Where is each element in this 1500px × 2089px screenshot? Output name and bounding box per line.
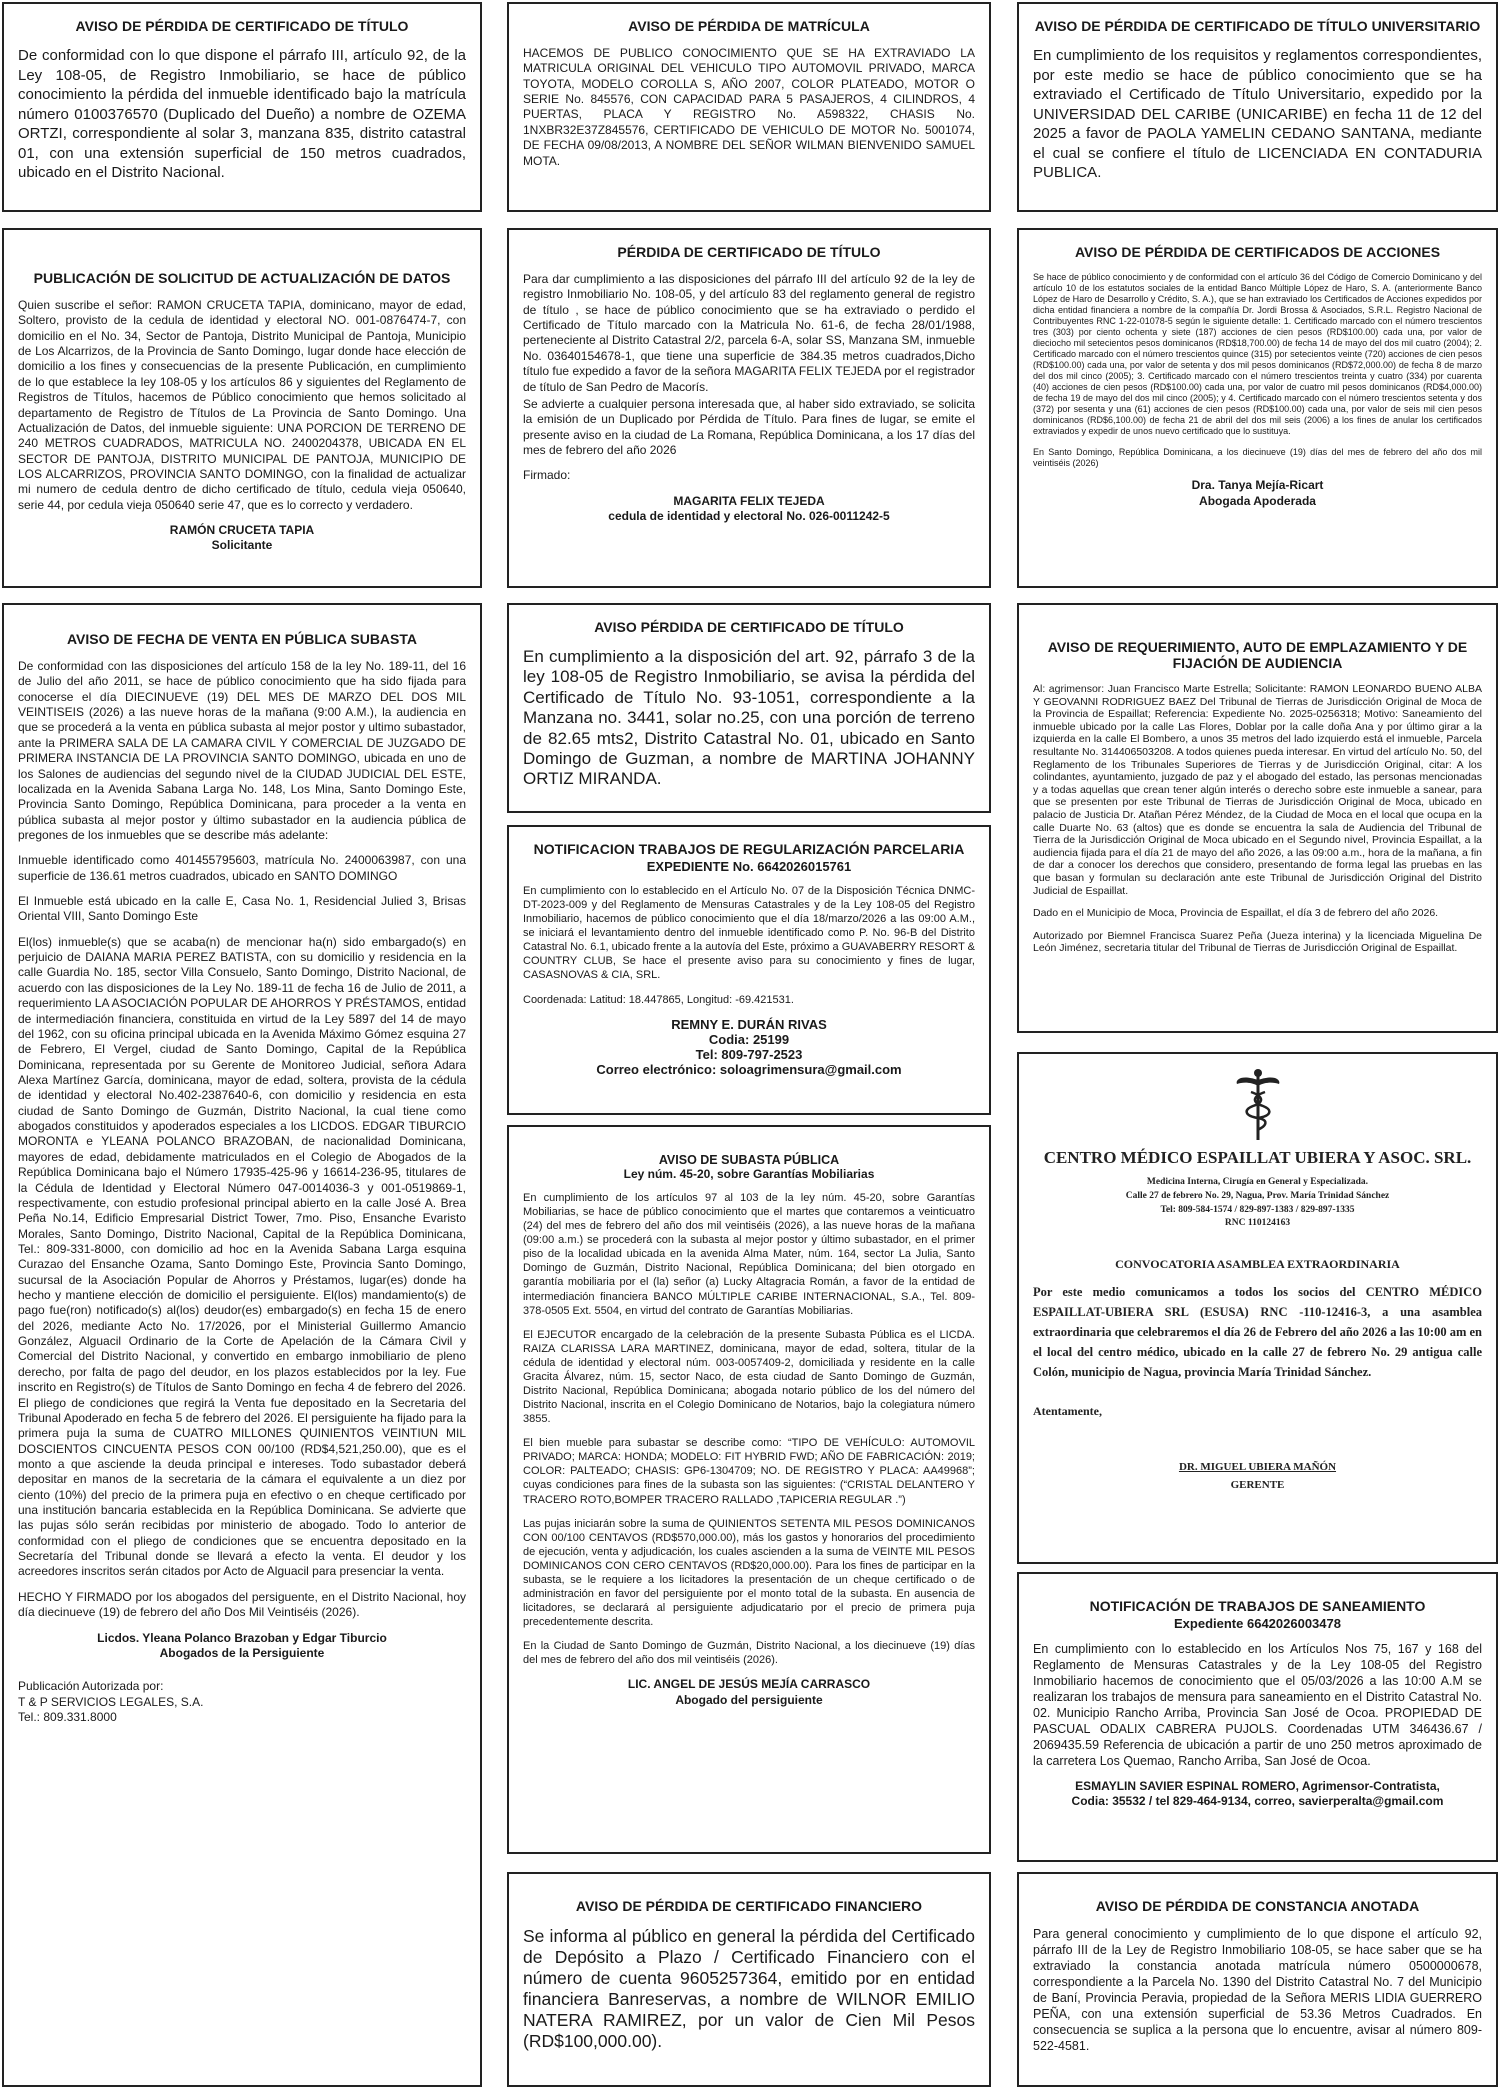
notice-medical-center-assembly bbox=[1017, 1052, 1498, 1564]
notice-body: Al: agrimensor: Juan Francisco Marte Estrella; Solicitante: RAMON LEONARDO BUENO ALBA Y GEOVANNI RODRIGUEZ BAEZ Del Tribunal de Tierras de Jurisdicción Original de Moca de la Provincia de Espaillat; Referencia: Expediente No. 2025-0256318; Motivo: Saneamiento del inmueble ubicado por la calle Las Flores, Doblar por la calle doña Ana y por último girar a la izquierda en la calle El Bombero, a unos 35 metros del lado izquierdo está el inmueble, Parcela resultante No. 314406503208. A todos quienes pueda interesar. En virtud del artículo No. 50, del Reglamento de los Tribunales Superiores de Tierras y de Jurisdicción Original, citar: A los colindantes, ayuntamiento, juzgado de paz y el abogado del estado, las personas mencionadas y a todas aquellas que crean tener algún interés o derecho sobre este inmueble a sanear, para que se presenten por este Tribunal de Tierras de Jurisdicción Original de Moca, ubicado en palacio de Justicia Dr. Atañan Pérez Méndez, de la Ciudad de Moca en el local que ocupa en la calle Duarte No. 63 (altos) que es donde se encuentra la sala de Audiencia del Tribunal de Tierra de la Jurisdicción Original de Moca ubicado en el Segundo nivel, Provincia Espaillat, a la audiencia fijada para el día 21 de mayo del año 2026, a las 09:00 a.m., hora de la mañana, a fin de dar a conocer los derechos que considero, presentando de forma legal las pruebas en las que basan y formulan su declaración ante este Tribunal de Jurisdicción Original del Distrito Judicial de Espaillat. bbox=[1033, 683, 1482, 897]
notice-paragraph: El bien mueble para subastar se describe como: “TIPO DE VEHÍCULO: AUTOMOVIL PRIVADO; MARCA: HONDA; MODELO: FIT HYBRID FWD; AÑO DE FABRICACIÓN: 2019; COLOR: PALTEADO; CHASIS: GP6-1304709; NO. DE REGISTRO Y PLACA: AA49968”; cuyas condiciones para fines de la subasta son las siguientes: (“CRISTAL DELANTERO Y TRACERO ROTO,BOMPER TRACERO RALLADO ,TAPICERIA REGULAR .”) bbox=[523, 1437, 975, 1506]
notice-heading: AVISO DE FECHA DE VENTA EN PÚBLICA SUBASTA bbox=[66, 631, 418, 647]
clinic-rnc: RNC 110124163 bbox=[1224, 1218, 1291, 1229]
notice-heading: PUBLICACIÓN DE SOLICITUD DE ACTUALIZACIÓN DE DATOS bbox=[33, 270, 451, 286]
clinic-address: Calle 27 de febrero No. 29, Nagua, Prov. María Trinidad Sánchez bbox=[1125, 1190, 1390, 1201]
clinic-specialties: Medicina Interna, Cirugía en General y Especializada. bbox=[1146, 1177, 1369, 1187]
notice-signature: MAGARITA FELIX TEJEDA cedula de identidad y electoral No. 026-0011242-5 bbox=[608, 493, 890, 524]
signer-name: DR. MIGUEL UBIERA MAÑÓN bbox=[1178, 1461, 1337, 1474]
notice-coordinates: Coordenada: Latitud: 18.447865, Longitud: -69.421531. bbox=[523, 993, 794, 1006]
notice-certificate-loss-felix bbox=[507, 228, 991, 588]
notice-heading: AVISO DE PÉRDIDA DE CERTIFICADOS DE ACCIONES bbox=[1074, 244, 1441, 260]
notice-data-update-request bbox=[2, 228, 482, 588]
notice-body-secondary: Se advierte a cualquier persona interesada que, al haber sido extraviado, se solicita la emisión de un Duplicado por Pérdida de Título. Para fines de lugar, se emite el presente aviso en la ciudad de La Romana, República Dominicana, a los 17 días del mes de febrero del año 2026 bbox=[523, 396, 975, 457]
notice-heading: AVISO DE PÉRDIDA DE CERTIFICADO DE TÍTULO bbox=[75, 18, 409, 34]
notice-signature: ESMAYLIN SAVIER ESPINAL ROMERO, Agrimensor-Contratista, Codia: 35532 / tel 829-464-9134, correo, savierperalta@gmail.com bbox=[1071, 1779, 1444, 1809]
notice-body: Para dar cumplimiento a las disposiciones del párrafo III del artículo 92 de la ley de registro Inmobiliario No. 108-05, y del artículo 83 del reglamento general de registro de título , se hace de público conocimiento que se ha extraviado o perdido el Certificado de Título marcado con la Matricula No. 61-6, de fecha 28/01/1988, perteneciente al Distrito Catastral 2/2, parcela 6-A, solar SS, Manzana SM, inmueble No. 03640154678-1, que tiene una superficie de 384.35 metros cuadrados,Dicho título fue expedido a favor de la señora MAGARITA FELIX TEJEDA por el registrador de título de San Pedro de Macorís. bbox=[523, 272, 975, 394]
assembly-signer bbox=[1033, 1459, 1482, 1494]
notice-heading: PÉRDIDA DE CERTIFICADO DE TÍTULO bbox=[617, 244, 881, 260]
assembly-heading: CONVOCATORIA ASAMBLEA EXTRAORDINARIA bbox=[1115, 1257, 1400, 1272]
notice-body: HACEMOS DE PUBLICO CONOCIMIENTO QUE SE HA EXTRAVIADO LA MATRICULA ORIGINAL DEL VEHICULO TIPO AUTOMOVIL PRIVADO, MARCA TOYOTA, MODELO COROLLA S, AÑO 2007, COLOR PLATEADO, MOTOR O SERIE No. 845576, CON CAPACIDAD PARA 5 PASAJEROS, 4 CILINDROS, 4 PUERTAS, PLACA Y REGISTRO No. A598322, CHASIS No. 1NXBR32E37Z845576, CERTIFICADO DE VEHICULO DE MOTOR No. 5001074, DE FECHA 09/08/2013, A NOMBRE DEL SEÑOR WILMAN BIENVENIDO SAMUEL MOTA. bbox=[523, 46, 975, 168]
notice-body-secondary: En Santo Domingo, República Dominicana, a los diecinueve (19) días del mes de febrero del año dos mil veintiséis (2026) bbox=[1033, 446, 1482, 468]
notice-signature: REMNY E. DURÁN RIVAS Codia: 25199 Tel: 809-797-2523 Correo electrónico: soloagrimensura@gmail.com bbox=[596, 1016, 902, 1077]
notice-parcel-regularization bbox=[507, 825, 991, 1115]
notice-paragraph: El EJECUTOR encargado de la celebración de la presente Subasta Pública es el LICDA. RAIZA CLARISSA LARA MARTINEZ, dominicana, mayor de edad, soltera, titular de la cédula de identidad y electoral núm. 003-0057409-2, domiciliada y residente en la calle Gracita Álvarez, núm. 15, sector Naco, de esta ciudad de Santo Domingo de Guzmán, Distrito Nacional, República Dominicana; abogada notario público de los del número del Distrito Nacional, inscrita en el Colegio Dominicano de Notarios, bajo la colegiatura número 3855. bbox=[523, 1328, 975, 1426]
notice-paragraph: En cumplimiento de los artículos 97 al 103 de la ley núm. 45-20, sobre Garantías Mobiliarias, se hace de público conocimiento que el martes que contaremos a veinticuatro (24) del mes de febrero del año dos mil veintiséis (2026), a las nueve horas de la mañana (09:00 a.m.) se procederá con la subasta al mejor postor y último subastador, en el primer piso de la localidad ubicada en la avenida Alma Mater, núm. 164, sector La Julia, Santo Domingo de Guzmán, Distrito Nacional, República Dominicana; del bien otorgado en garantía mobiliaria por el (la) señor (a) Lucky Altagracia Román, a favor de la entidad de intermediación financiera BANCO MÚLTIPLE CARIBE INTERNACIONAL, S.A., Tel. 809-378-0505 Ext. 5504, en virtud del contrato de Garantías Mobiliarias. bbox=[523, 1192, 975, 1317]
notice-heading: AVISO DE PÉRDIDA DE CERTIFICADO DE TÍTULO UNIVERSITARIO bbox=[1034, 18, 1481, 34]
signer-role: GERENTE bbox=[1230, 1478, 1285, 1491]
notice-body: De conformidad con lo que dispone el párrafo III, artículo 92, de la Ley 108-05, de Registro Inmobiliario, se hace de público conocimiento la pérdida del inmueble identificado bajo la matrícula número 0100376570 (Duplicado del Dueño) a nombre de OZEMA ORTZI, correspondiente al solar 3, manzana 835, distrito catastral 01, con una extensión superficial de 150 metros cuadrados, ubicado en el Distrito Nacional. bbox=[18, 47, 466, 181]
notice-paragraph: Las pujas iniciarán sobre la suma de QUINIENTOS SETENTA MIL PESOS DOMINICANOS CON 00/100 CENTAVOS (RD$570,000.00), más los gastos y honorarios del procedimiento de ejecución, venta y adjudicación, los cuales ascienden a la suma de VEINTE MIL PESOS DOMINICANOS CON CERO CENTAVOS (RD$20,000.00). Para los fines de participar en la subasta, se le requiere a los licitadores la presentación de un cheque certificado o de administración en favor del persiguiente por el monto total de la subasta. En ausencia de licitadores, se declarará al persiguiente adjudicatario por el precio de primera puja precedentemente descrita. bbox=[523, 1517, 975, 1629]
notice-subheading: EXPEDIENTE No. 6642026015761 bbox=[646, 859, 852, 874]
assembly-closing: Atentamente, bbox=[1033, 1404, 1102, 1419]
caduceus-icon bbox=[1233, 1066, 1283, 1142]
notice-paragraph: Inmueble identificado como 401455795603, matrícula No. 2400063987, con una superficie de 136.61 metros cuadrados, ubicado en SANTO DOMINGO bbox=[18, 853, 466, 883]
notice-signature: LIC. ANGEL DE JESÚS MEJÍA CARRASCO Abogado del persiguiente bbox=[627, 1677, 871, 1707]
notice-body: Se hace de público conocimiento y de conformidad con el artículo 36 del Código de Comercio Dominicano y del artículo 10 de los estatutos sociales de la entidad Banco Múltiple López de Haro, S. A. (anteriormente Banco López de Haro de Desarrollo y Crédito, S. A.), que se han extraviado los Certificados de Acciones expedidos por dicha entidad financiera a nombre de la compañía Dr. Jordi Brossa & Asociados, S.R.L. Registro Nacional de Contribuyentes RNC 1-22-01078-5 según le siguiente detalle: 1. Certificado marcado con el número trescientos tres (303) por ciento ochenta y siete (187) acciones de cien pesos (RD$100.00) cada una, por valor de dieciocho mil setecientos pesos dominicanos (RD$18,700.00) de fecha 14 de mayo del dos mil cuatro (2004); 2. Certificado marcado con el número trescientos quince (315) por setecientos veinte (720) acciones de cien pesos (RD$100.00) cada una, por valor de setenta y dos mil pesos dominicanos (RD$72,000.00) de fecha 8 de marzo del dos mil cinco (2005); 3. Certificado marcado con el número trescientos treinta y cuatro (334) por cuarenta (40) acciones de cien pesos (RD$100.00) cada una, por valor de cuatro mil pesos dominicanos (RD$4,000.00) de fecha 19 de mayo del dos mil cinco (2005); y 4. Certificado marcado con el número trescientos setenta y dos (372) por sesenta y una (61) acciones de cien pesos (RD$100.00) cada una, por valor de seis mil cien pesos dominicanos (RD$6,100.00) de fecha 21 de abril del dos mil seis (2006) a los fines de anular los certificados extraviados y expedir de unos nuevo certificado que lo sustituya. bbox=[1033, 272, 1482, 436]
notice-footer: Publicación Autorizada por: T & P SERVICIOS LEGALES, S.A. Tel.: 809.331.8000 bbox=[18, 1679, 204, 1724]
notice-body: En cumplimiento a la disposición del art. 92, párrafo 3 de la ley 108-05 de Registro Inmobiliario, se avisa la pérdida del Certificado de Título No. 93-1051, correspondiente a la Manzana no. 3441, solar no.25, con una porción de terreno de 82.65 mts2, Distrito Catastral No. 01, ubicado en Santo Domingo de Guzman, a nombre de MARTINA JOHANNY ORTIZ MIRANDA. bbox=[523, 647, 975, 789]
notice-body-tertiary: Autorizado por Biemnel Francisca Suarez Peña (Jueza interina) y la licenciada Miguelina De León Jiménez, secretaria titular del Tribunal de Tierras de Jurisdicción Original de Espaillat. bbox=[1033, 929, 1482, 955]
notice-signature: Licdos. Yleana Polanco Brazoban y Edgar Tiburcio Abogados de la Persiguiente bbox=[97, 1630, 387, 1660]
notice-heading: AVISO DE PÉRDIDA DE MATRÍCULA bbox=[628, 18, 870, 34]
notice-paragraph: HECHO Y FIRMADO por los abogados del persiguente, en el Distrito Nacional, hoy día diecinueve (19) de febrero del año Dos Mil Veintiséis (2026). bbox=[18, 1589, 466, 1620]
notice-signature: Dra. Tanya Mejía-Ricart Abogada Apoderada bbox=[1191, 478, 1324, 508]
notice-paragraph: De conformidad con las disposiciones del artículo 158 de la ley No. 189-11, del 16 de Julio del año 2011, se hace de público conocimiento que ha sido fijada para conocerse el día DIECINUEVE (19) DEL MES DE MARZO DEL DOS MIL VEINTISEIS (2026) a las nueve horas de la mañana (9:00 A.M.), la audiencia en que se procederá a la venta en pública subasta al mejor postor y ultimo subastador, ante la PRIMERA SALA DE LA CAMARA CIVIL Y COMERCIAL DE JUZGADO DE PRIMERA INSTANCIA DE LA PROVINCIA SANTO DOMINGO, ubicada en uno de los Salones de audiencias del segundo nivel de la CIUDAD JUDICIAL DEL ESTE, localizada en la Avenida Sabana Larga No. 148, Los Mina, Santo Domingo Este, Provincia Santo Domingo, República Dominicana, para proceder a la venta en pública subasta al mejor postor y último subastador en la audiencia pública de pregones de los inmuebles que se describe más adelante: bbox=[18, 659, 466, 842]
assembly-body: Por este medio comunicamos a todos los socios del CENTRO MÉDICO ESPAILLAT-UBIERA SRL (ESUSA) RNC -110-12416-3, a una asamblea extraordinaria que celebraremos el día 26 de Febrero del año 2026 a las 10:00 am en el local del centro médico, ubicado en la calle 27 de febrero No. 29 antigua calle Colón, municipio de Nagua, provincia María Trinidad Sánchez. bbox=[1033, 1285, 1482, 1380]
notice-share-certificates-loss bbox=[1017, 228, 1498, 588]
notice-heading: AVISO DE REQUERIMIENTO, AUTO DE EMPLAZAMIENTO Y DE FIJACIÓN DE AUDIENCIA bbox=[1047, 639, 1468, 671]
notice-sanitation-works bbox=[1017, 1572, 1498, 1862]
notice-heading: AVISO PÉRDIDA DE CERTIFICADO DE TÍTULO bbox=[594, 619, 904, 635]
notice-financial-certificate-loss bbox=[507, 1872, 991, 2087]
notice-heading: NOTIFICACIÓN DE TRABAJOS DE SANEAMIENTO bbox=[1089, 1598, 1426, 1614]
notice-body: En cumplimiento de los requisitos y reglamentos correspondientes, por este medio se hace de público conocimiento que se ha extraviado el Certificado de Título Universitario, expedido por la UNIVERSIDAD DEL CARIBE (UNICARIBE) en fecha 11 de 12 del 2025 a favor de PAOLA YAMELIN CEDANO SANTANA, mediante el cual se confiere el título de LICENCIADA EN CONTADURIA PUBLICA. bbox=[1033, 47, 1482, 181]
clinic-name: CENTRO MÉDICO ESPAILLAT UBIERA Y ASOC. SRL. bbox=[1043, 1148, 1472, 1167]
notice-paragraph: El(los) inmueble(s) que se acaba(n) de mencionar ha(n) sido embargado(s) en perjuicio de DAIANA MARIA PEREZ BATISTA, con su domicilio y residencia en la calle Guardia No. 185, sector Villa Consuelo, Santo Domingo, Distrito Nacional, de acuerdo con las disposiciones de la Ley No. 189-11 de fecha 16 de Julio de 2011, a requerimiento LA ASOCIACIÓN POPULAR DE AHORROS Y PRÉSTAMOS, entidad de intermediación financiera, constituida en virtud de la Ley 5897 del 14 de mayo del 1962, con su oficina principal ubicada en la Avenida Máximo Gómez esquina 27 de Febrero, El Vergel, ciudad de Santo Domingo, Capital de la República Dominicana, representada por su Gerente de Monitoreo Judicial, señora Adara Alexa Martínez García, dominicana, mayor de edad, soltera, provista de la cédula de identidad y electoral No.402-2387640-6, con domicilio y residencia en esta ciudad de Santo Domingo de Guzmán, Distrito Nacional, la cual tiene como abogados constituidos y apoderados especiales a los LICDOS. EDGAR TIBURCIO MORONTA e YLEANA POLANCO BRAZOBAN, de nacionalidad Dominicana, mayores de edad, debidamente matriculados en el Colegio de Abogados de la República Dominicana bajo el Número 17935-425-96 y 16614-236-95, titulares de la Cédula de Identidad y Electoral Número 047-0014036-3 y 001-0519869-1, respectivamente, con estudio profesional principal abierto en la calle José A. Brea Peña No.14, Edificio Empresarial District Tower, 7mo. Piso, Ensanche Evaristo Morales, Santo Domingo, Distrito Nacional, Capital de la República Dominicana, Tel.: 809-331-8000, con domicilio ad hoc en la Avenida Sabana Larga esquina Curazao del Ensanche Ozama, Santo Domingo Este, Provincia Santo Domingo, sucursal de la Asociación Popular de Ahorros y Préstamos, lugar(es) donde ha hecho y mantiene elección de domicilio el persiguiente. El(los) mandamiento(s) de pago fue(ron) notificado(s) al(los) deudor(es) embargado(s) en fecha 15 de enero del 2026, mediante Acto No. 17/2026, por el Ministerial Guillermo Amancio González, Alguacil Ordinario de la Corte de Apelación de la Cámara Civil y Comercial del Distrito Nacional, y convertido en embargo inmobiliario de pleno derecho, por falta de pago del deudor, en los plazos establecidos por la ley. Fue inscrito en Registro(s) de Títulos de Santo Domingo en fecha 4 de febrero del 2026. El pliego de condiciones que regirá la Venta fue depositado en la Secretaria del Tribunal Apoderado en fecha 5 de febrero del 2026. El persiguiente ha fijado para la primera puja la suma de CUATRO MILLONES QUINIENTOS VEINTIUN MIL DOSCIENTOS CINCUENTA PESOS CON 00/100 (RD$4,521,250.00), que es el monto a que asciende la deuda principal e intereses. Todo subastador deberá depositar en manos de la secretaria de la cámara el equivalente a un diez por ciento (10%) del precio de la primera puja en efectivo o en cheque certificado por una institución bancaria establecida en la República Dominicana. Se advierte que las pujas sólo serán recibidas por ministerio de abogado. Todo lo anterior de conformidad con el pliego de condiciones que se encuentra depositado en la Secretaría del Tribunal donde se llevará a efecto la venta. El deudor y los acreedores inscritos serán citados por Acto de Alguacil para presenciar la venta. bbox=[18, 934, 466, 1579]
clinic-phones: Tel: 809-584-1574 / 829-897-1383 / 829-897-1335 bbox=[1160, 1204, 1355, 1215]
notice-body: Quien suscribe el señor: RAMON CRUCETA TAPIA, dominicano, mayor de edad, Soltero, provisto de la cedula de identidad y electoral NO. 001-0876474-7, con domicilio en el No. 34, Sector de Pantoja, Distrito Municipal de Pantoja, Municipio de Los Alcarrizos, de la Provincia de Santo Domingo, lugar donde hace elección de domicilio a los fines y consecuencias de la presente Publicación, en cumplimiento de lo que establece la ley 108-05 y los artículos 86 y siguientes del Reglamento de Registros de Títulos, hacemos de Público conocimiento que hemos solicitado al departamento de Registro de Títulos de La Provincia de Santo Domingo. Una Actualización de Datos, del inmueble siguiente: UNA PORCION DE TERRENO DE 240 METROS CUADRADOS, MATRICULA NO. 2400204378, UBICADA EN EL SECTOR DE PANTOJA, DISTRITO MUNICIPAL DE PANTOJA, MUNICIPIO DE LOS ALCARRIZOS, PROVINCIA SANTO DOMINGO, con la finalidad de actualizar mi numero de cedula dentro de dicho certificado de título, cedula vieja 050640, serie 44, por cedula vieja 050640 serie 47, que es lo correcto y verdadero. bbox=[18, 298, 466, 512]
notice-body-secondary: Dado en el Municipio de Moca, Provincia de Espaillat, el día 3 de febrero del año 2026. bbox=[1033, 907, 1439, 920]
notice-subheading: Ley núm. 45-20, sobre Garantías Mobiliarias bbox=[623, 1167, 875, 1181]
notice-heading: AVISO DE SUBASTA PÚBLICA bbox=[658, 1153, 840, 1167]
notice-heading: NOTIFICACION TRABAJOS DE REGULARIZACIÓN PARCELARIA bbox=[533, 841, 965, 857]
notice-public-auction-date bbox=[2, 603, 482, 2087]
notice-chattel-auction bbox=[507, 1125, 991, 1854]
notice-paragraph: En la Ciudad de Santo Domingo de Guzmán, Distrito Nacional, a los diecinueve (19) días del mes de febrero del año dos mil veintiséis (2026). bbox=[523, 1640, 975, 1667]
notice-subheading: Expediente 6642026003478 bbox=[1174, 1616, 1341, 1631]
notice-summons-hearing bbox=[1017, 603, 1498, 1033]
notice-annotated-record-loss bbox=[1017, 1872, 1498, 2087]
notice-title-loss-ozema bbox=[2, 2, 482, 212]
notice-signature: RAMÓN CRUCETA TAPIA Solicitante bbox=[169, 523, 315, 553]
notice-heading: AVISO DE PÉRDIDA DE CERTIFICADO FINANCIERO bbox=[575, 1898, 923, 1914]
notice-certificate-loss-ortiz bbox=[507, 603, 991, 813]
notice-body: Para general conocimiento y cumplimiento de lo que dispone el artículo 92, párrafo III de la Ley de Registro Inmobiliario 108-05, se hace saber que se ha extraviado la constancia anotada matrícula número 0500000678, correspondiente a la Parcela No. 1390 del Distrito Catastral No. 7 del Municipio de Baní, Provincia Peravia, propiedad de la Señora MERIS LIDIA GUERRERO PEÑA, con una extensión superficial de 53.36 Metros Cuadrados. En consecuencia se suplica a la persona que lo encuentre, avisar al número 809-522-4581. bbox=[1033, 1927, 1482, 2053]
notice-paragraph: El Inmueble está ubicado en la calle E, Casa No. 1, Residencial Julied 3, Brisas Oriental VIII, Santo Domingo Este bbox=[18, 894, 466, 924]
notice-body: Se informa al público en general la pérdida del Certificado de Depósito a Plazo / Certificado Financiero con el número de cuenta 9605257364, emitido por en entidad financiera Banreservas, a nombre de WILNOR EMILIO NATERA RAMIREZ, por un valor de Cien Mil Pesos (RD$100,000.00). bbox=[523, 1926, 975, 2051]
notice-signed-label: Firmado: bbox=[523, 468, 571, 483]
notice-body: En cumplimiento con lo establecido en los Artículos Nos 75, 167 y 168 del Reglamento de Mensuras Catastrales y de la Ley 108-05 del Registro Inmobiliario hacemos de conocimiento que el 05/03/2026 a las 10:00 A.M se realizaran los trabajos de mensura para saneamiento en el Distrito Catastral No. 02. Municipio Rancho Arriba, Provincia San José de Ocoa. PROPIEDAD DE PASCUAL ODALIX CABRERA PUJOLS. Coordenadas UTM 346436.67 / 2069435.59 Referencia de ubicación a partir de uno 250 metros aproximado de la carretera Los Quemao, Rancho Arriba, San José de Ocoa. bbox=[1033, 1642, 1482, 1768]
notice-heading: AVISO DE PÉRDIDA DE CONSTANCIA ANOTADA bbox=[1095, 1898, 1420, 1914]
notice-vehicle-registration-loss bbox=[507, 2, 991, 212]
notice-university-title-loss bbox=[1017, 2, 1498, 212]
notice-body: En cumplimiento con lo establecido en el Artículo No. 07 de la Disposición Técnica DNMC-DT-2023-009 y del Reglamento de Mensuras Catastrales y de la Ley 108-05 del Registro Inmobiliario, hacemos de público conocimiento que el día 18/marzo/2026 a las 09:00 A.M., se iniciará el levantamiento dentro del inmueble identificado como P. No. 96-B del Distrito Catastral No. 6.1, ubicado frente a la autovía del Este, próximo a GUAVABERRY RESORT & COUNTRY CLUB, Se hace el presente aviso para su conocimiento y fines de lugar, CASASNOVAS & CIA, SRL. bbox=[523, 885, 975, 982]
